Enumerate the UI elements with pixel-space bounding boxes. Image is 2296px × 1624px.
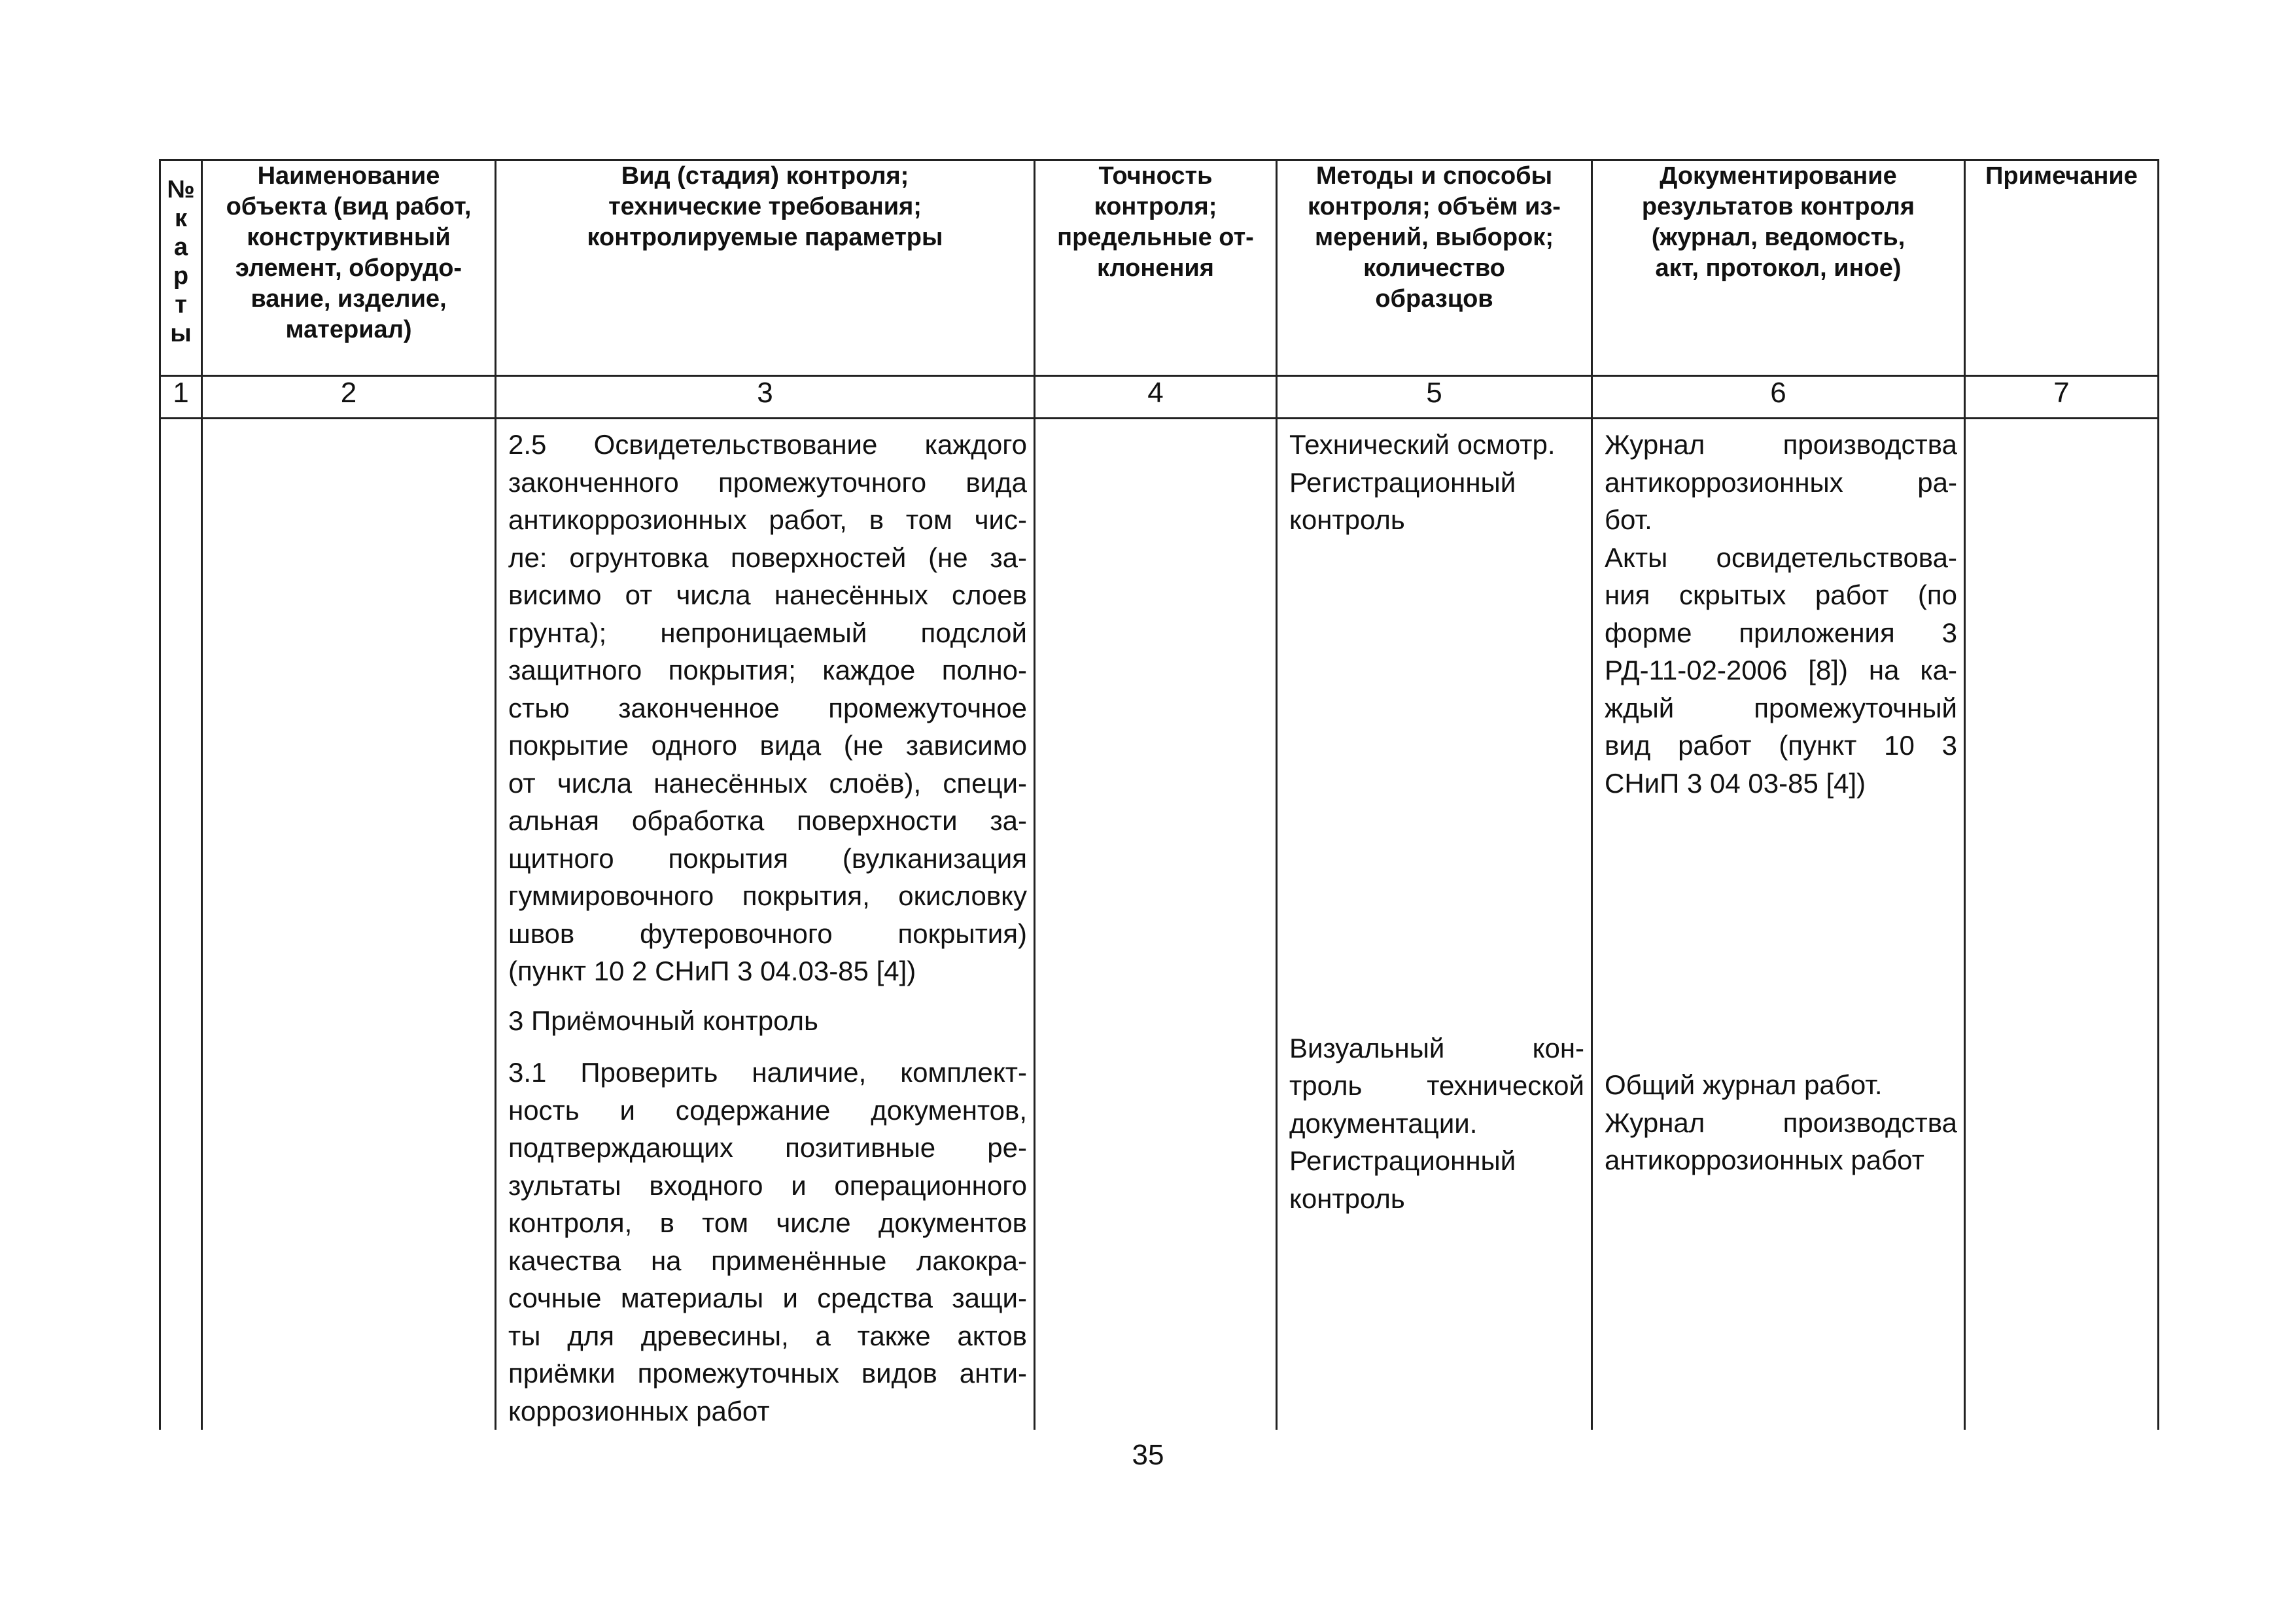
text-line: а — [173, 233, 188, 261]
table-row — [160, 419, 2159, 1430]
text-line: Журнал производства — [1605, 429, 1957, 460]
text-line: швов футеровочного покрытия) — [508, 918, 1027, 949]
text-line: качества на применённые лакокра- — [508, 1245, 1027, 1276]
documentation-block-2 — [1605, 1066, 1957, 1179]
text-line: Методы и способы — [1315, 162, 1553, 190]
text-line: объекта (вид работ, — [226, 193, 472, 220]
text-line: антикоррозионных работ, в том чис- — [508, 504, 1027, 535]
text-line: ния скрытых работ (по — [1605, 579, 1957, 610]
text-line: приёмки промежуточных видов анти- — [508, 1358, 1027, 1389]
header-note — [1965, 160, 2159, 376]
documentation-block-1a — [1605, 426, 1957, 539]
text-line: документации. — [1289, 1107, 1478, 1139]
text-line: 3.1 Проверить наличие, комплект- — [508, 1057, 1027, 1088]
text-line: ле: огрунтовка поверхностей (не за- — [508, 542, 1027, 573]
text-line: СНиП 3 04 03-85 [4]) — [1605, 767, 1866, 799]
text-line: грунта); непроницаемый подслой — [508, 617, 1027, 648]
text-line: количество — [1363, 254, 1505, 282]
text-line: вид работ (пункт 10 3 — [1605, 730, 1957, 761]
control-requirements-cell — [496, 419, 1035, 1430]
text-line: альная обработка поверхности за- — [508, 805, 1027, 836]
text-line: Журнал производства — [1605, 1107, 1957, 1138]
text-line: покрытие одного вида (не зависимо — [508, 730, 1027, 761]
text-line: (пункт 10 2 СНиП 3 04.03-85 [4]) — [508, 956, 916, 986]
text-line: законченного промежуточного вида — [508, 466, 1027, 498]
text-line: Акты освидетельствова- — [1605, 542, 1957, 573]
methods-block-2 — [1289, 1029, 1584, 1218]
text-line: образцов — [1375, 285, 1493, 313]
text-line: коррозионных работ — [508, 1395, 770, 1426]
column-number: 2 — [202, 376, 496, 419]
header-accuracy — [1035, 160, 1277, 376]
text-line: 2.5 Освидетельствование каждого — [508, 429, 1027, 460]
documentation-cell — [1592, 419, 1965, 1430]
methods-cell — [1277, 419, 1592, 1430]
text-line: защитного покрытия; каждое полно- — [508, 655, 1027, 685]
item-3-1-text — [508, 1054, 1027, 1430]
text-line: т — [175, 291, 187, 319]
text-line: Наименование — [257, 162, 440, 190]
header-card-number — [160, 160, 202, 376]
text-line: клонения — [1097, 254, 1214, 282]
text-line: РД-11-02-2006 [8]) на ка- — [1605, 655, 1957, 685]
text-line: элемент, оборудо- — [235, 254, 462, 282]
column-number: 5 — [1277, 376, 1592, 419]
column-number: 3 — [496, 376, 1035, 419]
text-line: акт, протокол, иное) — [1655, 254, 1902, 282]
text-line: контроль — [1289, 1183, 1405, 1214]
text-line: ы — [170, 320, 192, 347]
quality-control-table — [159, 159, 2159, 1430]
column-number: 4 — [1035, 376, 1277, 419]
text-line: антикоррозионных работ — [1605, 1145, 1924, 1175]
text-line: Документирование — [1660, 162, 1897, 190]
text-line: от числа нанесённых слоёв), специ- — [508, 767, 1027, 799]
text-line: № — [167, 176, 195, 203]
documentation-block-1b — [1605, 539, 1957, 803]
object-name-cell — [202, 419, 496, 1430]
text-line: результатов контроля — [1641, 193, 1915, 220]
text-line: (журнал, ведомость, — [1651, 224, 1905, 251]
text-line: контролируемые параметры — [587, 224, 943, 251]
header-methods — [1277, 160, 1592, 376]
text-line: Регистрационный — [1289, 1145, 1516, 1176]
text-line: сочные материалы и средства защи- — [508, 1283, 1027, 1313]
column-number-row — [160, 376, 2159, 419]
text-line: антикоррозионных ра- — [1605, 466, 1957, 498]
text-line: Визуальный кон- — [1289, 1032, 1584, 1063]
text-line: бот. — [1605, 504, 1652, 535]
text-line: контроля, в том числе документов — [508, 1207, 1027, 1238]
text-line: контроля; — [1094, 193, 1217, 220]
text-line: Вид (стадия) контроля; — [621, 162, 909, 190]
text-line: мерений, выборок; — [1315, 224, 1554, 251]
text-line: предельные от- — [1057, 224, 1254, 251]
text-line: стью законченное промежуточное — [508, 692, 1027, 723]
text-line: троль технической — [1289, 1070, 1584, 1101]
text-line: висимо от числа нанесённых слоев — [508, 579, 1027, 610]
page-number: 35 — [1132, 1439, 1164, 1471]
text-line: гуммировочного покрытия, окисловку — [508, 880, 1027, 911]
text-line: ждый промежуточный — [1605, 692, 1957, 723]
text-line: Примечание — [1985, 162, 2138, 190]
column-number: 1 — [160, 376, 202, 419]
text-line: зультаты входного и операционного — [508, 1169, 1027, 1201]
text-line: Общий журнал работ. — [1605, 1069, 1883, 1100]
text-line: Регистрационный — [1289, 466, 1516, 498]
text-line: р — [173, 262, 189, 290]
header-control-type — [496, 160, 1035, 376]
text-line: форме приложения 3 — [1605, 617, 1957, 648]
text-line: щитного покрытия (вулканизация — [508, 842, 1027, 874]
text-line: вание, изделие, — [251, 285, 447, 313]
acceptance-control-heading: 3 Приёмочный контроль — [508, 1005, 818, 1036]
header-documentation — [1592, 160, 1965, 376]
text-line: контроль — [1289, 504, 1405, 535]
text-line: технические требования; — [608, 193, 922, 220]
text-line: контроля; объём из- — [1308, 193, 1561, 220]
text-line: подтверждающих позитивные ре- — [508, 1132, 1027, 1163]
accuracy-cell — [1035, 419, 1277, 1430]
text-line: ность и содержание документов, — [508, 1094, 1027, 1126]
note-cell — [1965, 419, 2159, 1430]
text-line: ты для древесины, а также актов — [508, 1320, 1027, 1351]
table-header-row — [160, 160, 2159, 376]
text-line: Точность — [1098, 162, 1213, 190]
card-number-cell — [160, 419, 202, 1430]
column-number: 6 — [1592, 376, 1965, 419]
text-line: материал) — [285, 316, 412, 343]
methods-block-1 — [1289, 426, 1584, 539]
header-object-name — [202, 160, 496, 376]
item-2-5-text — [508, 426, 1027, 990]
column-number: 7 — [1965, 376, 2159, 419]
text-line: к — [174, 205, 188, 232]
text-line: конструктивный — [247, 224, 451, 251]
text-line: Технический осмотр. — [1289, 429, 1556, 460]
